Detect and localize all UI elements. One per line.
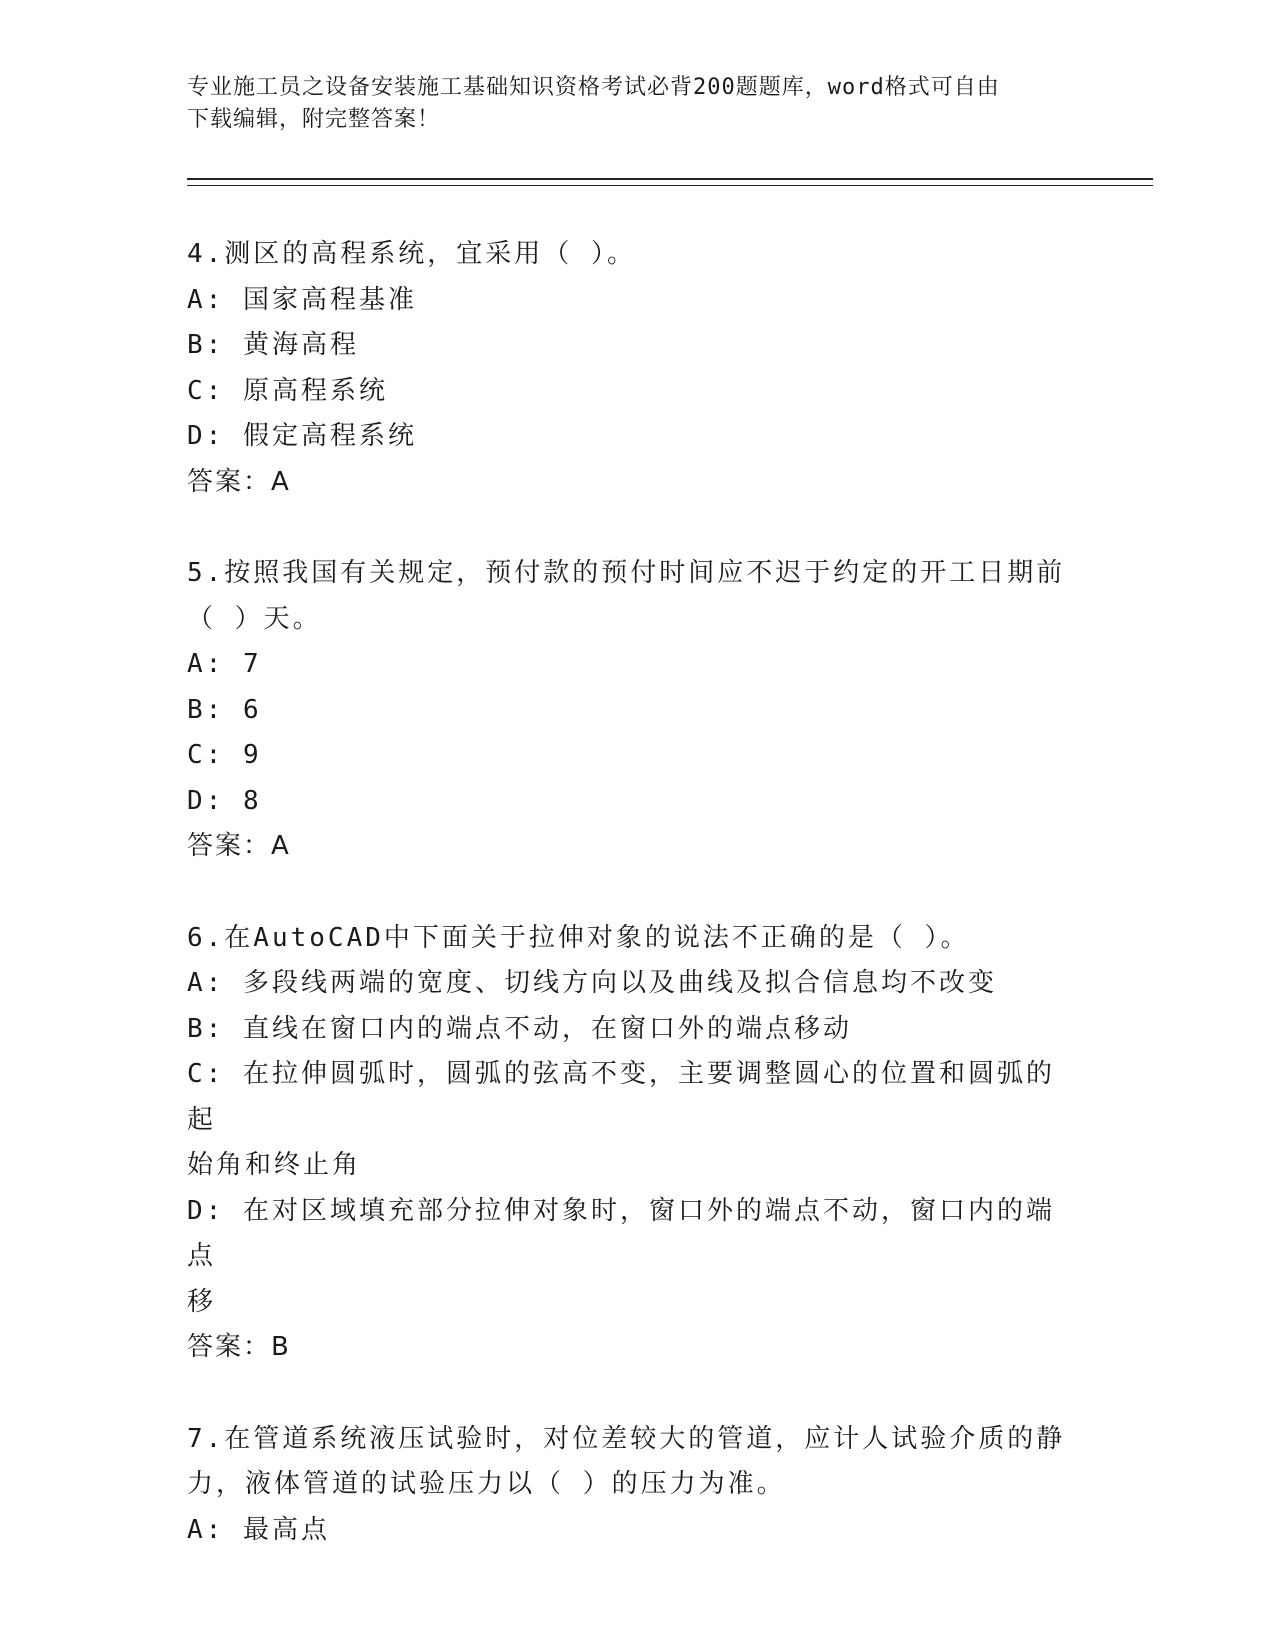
question-stem: 5.按照我国有关规定，预付款的预付时间应不迟于约定的开工日期前 xyxy=(187,558,1066,588)
option-c: C: 原高程系统 xyxy=(187,375,388,406)
question-stem-continued: （ ）天。 xyxy=(187,603,322,634)
option-d: D: 在对区域填充部分拉伸对象时，窗口外的端点不动，窗口内的端点 xyxy=(187,1195,1055,1271)
option-c: C: 在拉伸圆弧时，圆弧的弦高不变，主要调整圆心的位置和圆弧的起 xyxy=(187,1059,1055,1135)
answer-line: 答案：A xyxy=(187,466,291,497)
question-4 xyxy=(187,232,1067,505)
question-stem: 7.在管道系统液压试验时，对位差较大的管道，应计人试验介质的静 xyxy=(187,1423,1066,1454)
option-b: B: 黄海高程 xyxy=(187,330,359,360)
question-5 xyxy=(187,551,1067,870)
header-line-2: 下载编辑，附完整答案！ xyxy=(187,107,441,132)
question-7 xyxy=(187,1417,1067,1554)
option-a: A: 国家高程基准 xyxy=(187,284,417,315)
document-header xyxy=(187,72,1067,136)
option-d-continued: 移 xyxy=(187,1286,217,1317)
header-divider xyxy=(187,178,1153,186)
header-line-1: 专业施工员之设备安装施工基础知识资格考试必背200题题库，word格式可自由 xyxy=(187,75,1000,100)
answer-line: 答案：B xyxy=(187,1332,291,1362)
question-stem: 6.在AutoCAD中下面关于拉伸对象的说法不正确的是（ ）。 xyxy=(187,922,970,953)
option-d: D: 8 xyxy=(187,785,262,816)
option-d: D: 假定高程系统 xyxy=(187,421,417,451)
option-a: A: 最高点 xyxy=(187,1514,330,1545)
question-stem: 4.测区的高程系统，宜采用（ ）。 xyxy=(187,239,636,269)
option-c-continued: 始角和终止角 xyxy=(187,1150,362,1180)
question-list xyxy=(187,232,1067,1599)
option-b: B: 6 xyxy=(187,694,262,725)
question-stem-continued: 力，液体管道的试验压力以（ ）的压力为准。 xyxy=(187,1469,786,1499)
option-a: A: 多段线两端的宽度、切线方向以及曲线及拟合信息均不改变 xyxy=(187,968,997,998)
answer-line: 答案：A xyxy=(187,831,291,861)
option-b: B: 直线在窗口内的端点不动，在窗口外的端点移动 xyxy=(187,1013,852,1044)
option-c: C: 9 xyxy=(187,740,262,770)
option-a: A: 7 xyxy=(187,649,262,679)
question-6 xyxy=(187,916,1067,1371)
